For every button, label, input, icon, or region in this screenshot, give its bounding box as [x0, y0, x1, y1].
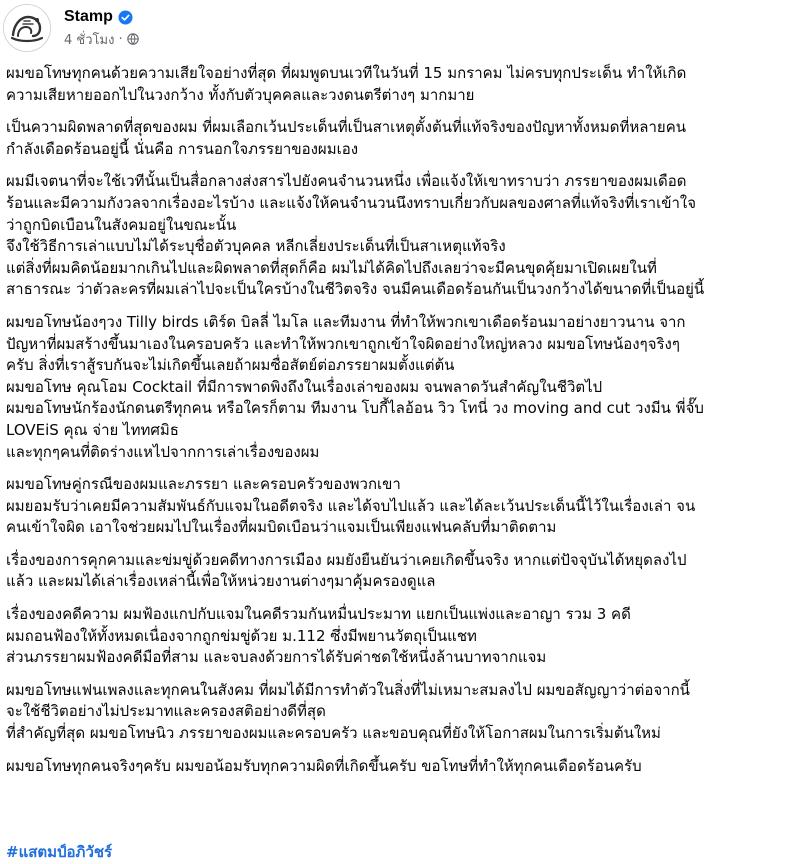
paragraph-line: ปัญหาที่ผมสร้างขึ้นมาเองในครอบครัว และทำให้พวกเขาถูกเข้าใจผิดอย่างใหญ่หลวง ผมขอโทษน้องๆจริงๆ: [6, 334, 680, 353]
paragraph-line: ผมขอโทษน้องๆวง Tilly birds เติร์ด บิลลี่ ไมโล และทีมงาน ที่ทำให้พวกเขาเดือดร้อนมาอย่างยาวนาน จาก: [6, 312, 686, 331]
paragraph-line: ผมขอโทษทุกคนจริงๆครับ ผมขอน้อมรับทุกความผิดที่เกิดขึ้นครับ ขอโทษที่ทำให้ทุกคนเดือดร้อนครับ: [6, 756, 642, 775]
paragraph-line: ผมขอโทษคู่กรณีของผมและภรรยา และครอบครัวของพวกเขา: [6, 475, 401, 494]
paragraph-line: ครับ สิ่งที่เราสู้รบกันจะไม่เกิดขึ้นเลยถ้าผมซื่อสัตย์ต่อภรรยาผมตั้งแต่ต้น: [6, 356, 455, 375]
paragraph-line: คนเข้าใจผิด เอาใจช่วยผมไปในเรื่องที่ผมบิดเบือนว่าแจมเป็นเพียงแฟนคลับที่มาติดตาม: [6, 518, 557, 537]
post-timestamp[interactable]: 4 ชั่วโมง: [64, 32, 115, 48]
paragraph-line: จะใช้ชีวิตอย่างไม่ประมาทและครองสติอย่างดีที่สุด: [6, 702, 326, 721]
paragraph-line: ความเสียหายออกไปในวงกว้าง ทั้งกับตัวบุคคลและวงดนตรีต่างๆ มากมาย: [6, 85, 475, 104]
paragraph-line: ร้อนและมีความกังวลจากเรื่องอะไรบ้าง และแจ้งให้คนจำนวนนึงทราบเกี่ยวกับผลของศาลที่แท้จริงที่เราเข้าใจ: [6, 193, 696, 212]
post-meta: [64, 6, 139, 48]
paragraph-line: ผมมีเจตนาที่จะใช้เวทีนั้นเป็นสื่อกลางส่งสารไปยังคนจำนวนหนึ่ง เพื่อแจ้งให้เขาทราบว่า ภรรยาของผมเดือด: [6, 172, 687, 191]
avatar[interactable]: [3, 4, 51, 52]
post-paragraph: [6, 550, 792, 593]
paragraph-line: ผมขอโทษทุกคนด้วยความเสียใจอย่างที่สุด ที่ผมพูดบนเวทีในวันที่ 15 มกราคม ไม่ครบทุกประเด็น ทำให้เกิด: [6, 64, 687, 82]
paragraph-line: เรื่องของการคุกคามและข่มขู่ด้วยคดีทางการเมือง ผมยังยืนยันว่าเคยเกิดขึ้นจริง หากแต่ปัจจุบันได้หยุดลงไป: [6, 550, 687, 569]
paragraph-line: ผมขอโทษแฟนเพลงและทุกคนในสังคม ที่ผมได้มีการทำตัวในสิ่งที่ไม่เหมาะสมลงไป ผมขอสัญญาว่าต่อจากนี้: [6, 680, 690, 699]
author-row: [64, 6, 139, 28]
stamp-logo-icon: [4, 5, 50, 51]
post-paragraph: [6, 474, 792, 539]
paragraph-line: ผมขอโทษ คุณโอม Cocktail ที่มีการพาดพิงถึงในเรื่องเล่าของผม จนพลาดวันสำคัญในชีวิตไป: [6, 377, 603, 396]
post-paragraph: [6, 680, 792, 745]
paragraph-line: ผมถอนฟ้องให้ทั้งหมดเนื่องจากถูกข่มขู่ด้วย ม.112 ซึ่งมีพยานวัตถุเป็นแชท: [6, 626, 477, 645]
post-paragraph: [6, 63, 792, 106]
paragraph-line: กำลังเดือดร้อนอยู่นี้ นั่นคือ การนอกใจภรรยาของผมเอง: [6, 139, 359, 158]
paragraph-line: แล้ว และผมได้เล่าเรื่องเหล่านี้เพื่อให้หน่วยงานต่างๆมาคุ้มครองดูแล: [6, 572, 436, 591]
globe-icon[interactable]: [127, 33, 139, 45]
post-header: [3, 2, 139, 62]
verified-badge-icon: [118, 10, 133, 25]
post-paragraph: [6, 312, 792, 463]
hashtag-link[interactable]: #แสตมป์อภิวัชร์: [6, 843, 113, 861]
paragraph-line: แต่สิ่งที่ผมคิดน้อยมากเกินไปและผิดพลาดที่สุดก็คือ ผมไม่ได้คิดไปถึงเลยว่าจะมีคนขุดคุ้ยมาเปิดเผยในที่: [6, 258, 657, 277]
paragraph-line: เรื่องของคดีความ ผมฟ้องแกปกับแจมในคดีรวมกันหมื่นประมาท แยกเป็นแพ่งและอาญา รวม 3 คดี: [6, 605, 631, 624]
post-paragraph: [6, 756, 792, 778]
paragraph-line: ผมขอโทษนักร้องนักดนตรีทุกคน หรือใครก็ตาม ทีมงาน โบกี้ไลอ้อน วิว โทนี่ วง moving and cut วงมีน พี่จั๊บ: [6, 399, 704, 418]
post-body: [6, 63, 792, 788]
paragraph-line: LOVEiS คุณ จ่าย ไททศมิธ: [6, 420, 179, 439]
post-paragraph: [6, 171, 792, 301]
paragraph-line: เป็นความผิดพลาดที่สุดของผม ที่ผมเลือกเว้นประเด็นที่เป็นสาเหตุตั้งต้นที่แท้จริงของปัญหาทั้งหมดที่หลายคน: [6, 118, 686, 137]
paragraph-line: สาธารณะ ว่าตัวละครที่ผมเล่าไปจะเป็นใครบ้างในชีวิตจริง จนมีคนเดือดร้อนกันเป็นวงกว้างได้ขนาดที่เป็นอยู่นี้: [6, 280, 705, 299]
paragraph-line: จึงใช้วิธีการเล่าแบบไม่ได้ระบุชื่อตัวบุคคล หลีกเลี่ยงประเด็นที่เป็นสาเหตุแท้จริง: [6, 237, 506, 256]
post-paragraph: [6, 604, 792, 669]
paragraph-line: ที่สำคัญที่สุด ผมขอโทษนิว ภรรยาของผมและครอบครัว และขอบคุณที่ยังให้โอกาสผมในการเริ่มต้นใหม่: [6, 724, 661, 743]
paragraph-line: ส่วนภรรยาผมฟ้องคดีมือที่สาม และจบลงด้วยการได้รับค่าชดใช้หนึ่งล้านบาทจากแจม: [6, 648, 547, 667]
post-paragraph: [6, 117, 792, 160]
post-subline: [64, 30, 139, 48]
paragraph-line: ผมยอมรับว่าเคยมีความสัมพันธ์กับแจมในอดีตจริง และได้จบไปแล้ว และได้ละเว้นประเด็นนี้ไว้ในเรื่องเล่า จน: [6, 496, 696, 515]
author-name[interactable]: Stamp: [64, 8, 113, 25]
separator-dot: ·: [118, 31, 123, 47]
paragraph-line: และทุกๆคนที่ติดร่างแหไปจากการเล่าเรื่องของผม: [6, 442, 320, 461]
paragraph-line: ว่าถูกบิดเบือนในสังคมอยู่ในขณะนั้น: [6, 215, 237, 234]
